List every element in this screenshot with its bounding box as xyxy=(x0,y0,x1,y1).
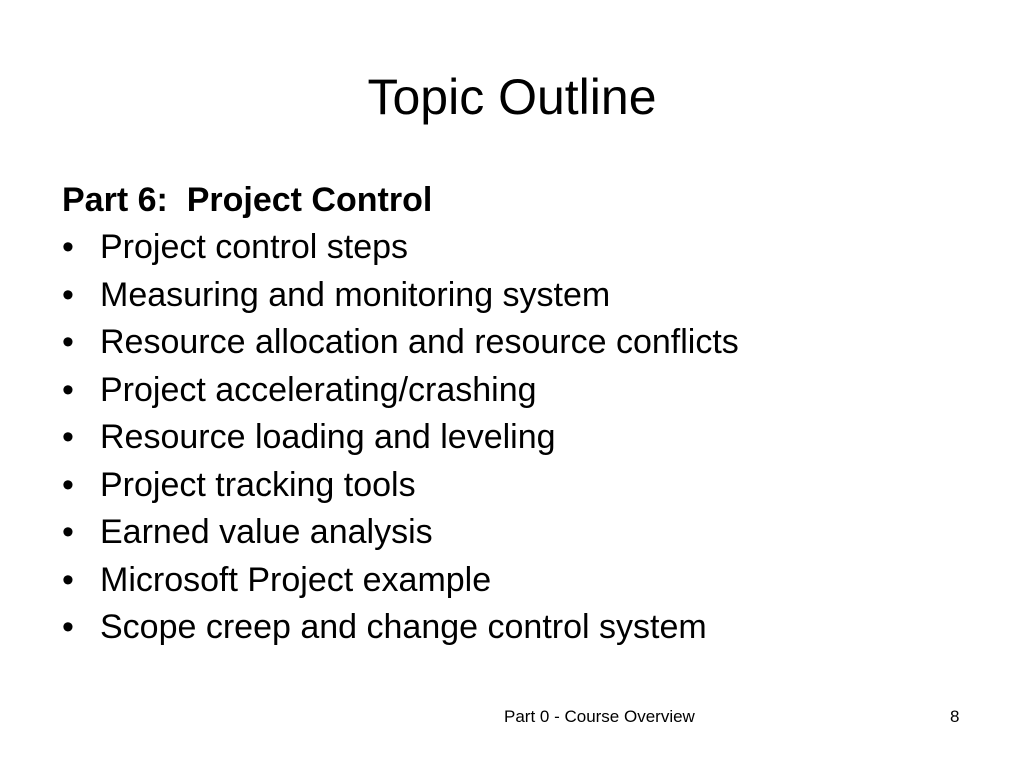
list-item xyxy=(62,319,962,367)
list-item xyxy=(62,367,962,415)
bullet-icon: • xyxy=(62,370,74,409)
list-item-text: Project tracking tools xyxy=(100,465,416,504)
bullet-icon: • xyxy=(62,228,74,266)
footer-text: Part 0 - Course Overview xyxy=(504,707,695,726)
list-item-text: Resource allocation and resource conflicts xyxy=(100,323,739,361)
bullet-icon: • xyxy=(62,608,74,646)
list-item-text: Project accelerating/crashing xyxy=(100,370,537,409)
slide-title: Topic Outline xyxy=(367,69,657,125)
list-item xyxy=(62,509,962,557)
bullet-list xyxy=(62,224,962,652)
list-item xyxy=(62,414,962,462)
list-item xyxy=(62,604,962,652)
section-heading: Part 6: Project Control xyxy=(62,181,433,219)
bullet-icon: • xyxy=(62,418,74,456)
list-item-text: Earned value analysis xyxy=(100,513,433,551)
list-item xyxy=(62,272,962,320)
list-item-text: Microsoft Project example xyxy=(100,560,492,599)
bullet-icon: • xyxy=(62,323,74,361)
bullet-icon: • xyxy=(62,513,74,551)
bullet-icon: • xyxy=(62,560,74,599)
page-number: 8 xyxy=(950,707,960,726)
list-item xyxy=(62,224,962,272)
bullet-icon: • xyxy=(62,465,74,504)
list-item-text: Scope creep and change control system xyxy=(100,608,707,646)
bullet-icon: • xyxy=(62,275,74,314)
list-item-text: Measuring and monitoring system xyxy=(100,275,611,314)
list-item-text: Resource loading and leveling xyxy=(100,418,556,456)
list-item xyxy=(62,462,962,510)
list-item-text: Project control steps xyxy=(100,228,409,266)
slide-content xyxy=(62,176,962,652)
list-item xyxy=(62,557,962,605)
